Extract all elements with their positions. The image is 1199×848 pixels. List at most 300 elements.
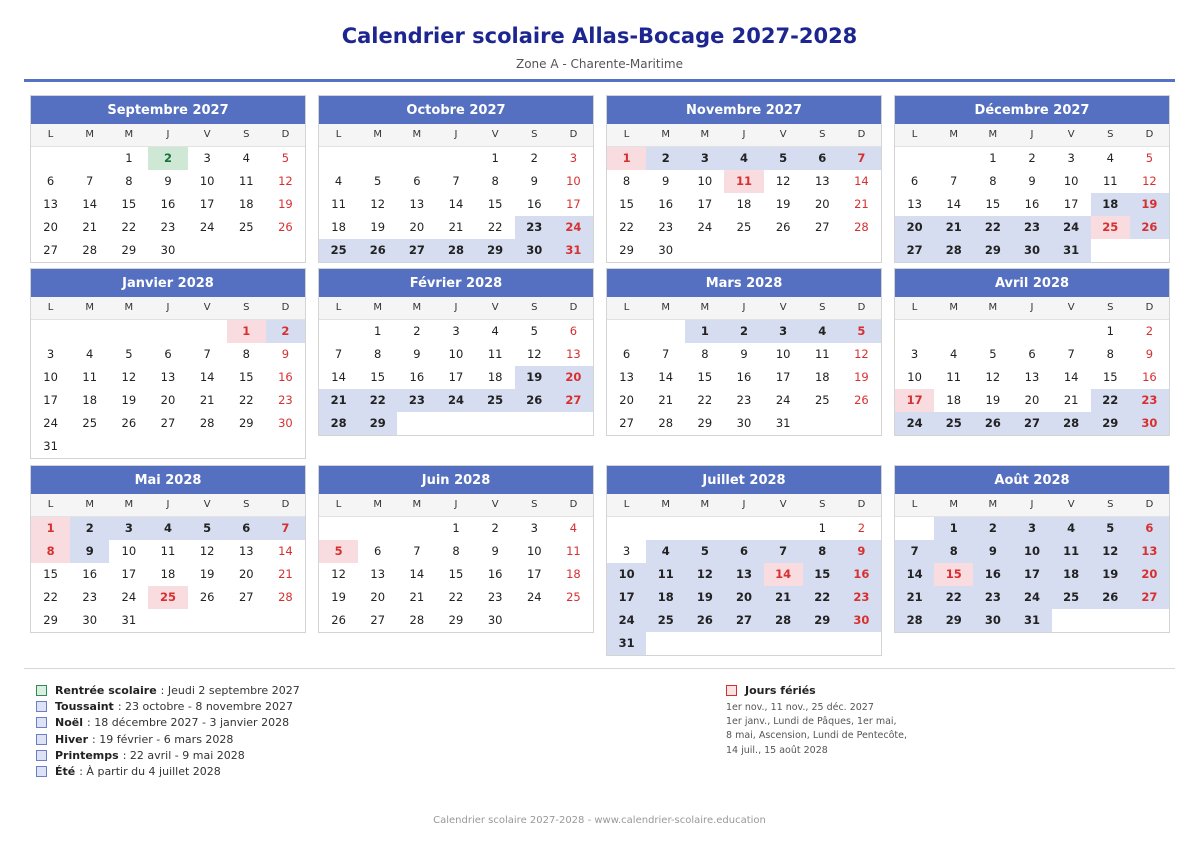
day-cell: 2 bbox=[646, 147, 685, 170]
weekday-label: J bbox=[166, 499, 170, 510]
day-cell: 20 bbox=[554, 366, 593, 389]
weekday-label: D bbox=[857, 302, 866, 313]
weekday-label: M bbox=[373, 499, 383, 510]
day-cell: 18 bbox=[646, 586, 685, 609]
days-grid bbox=[319, 320, 593, 435]
day-cell: 9 bbox=[164, 174, 172, 188]
days-grid bbox=[895, 320, 1169, 435]
day-cell: 9 bbox=[973, 540, 1012, 563]
day-cell: 22 bbox=[448, 590, 464, 604]
day-cell: 14 bbox=[764, 563, 803, 586]
day-cell: 16 bbox=[526, 197, 542, 211]
day-cell: 15 bbox=[238, 370, 254, 384]
day-cell: 24 bbox=[1052, 216, 1091, 239]
day-cell: 8 bbox=[242, 347, 250, 361]
days-grid bbox=[31, 320, 305, 458]
day-cell: 3 bbox=[910, 347, 919, 361]
month-calendar bbox=[318, 268, 594, 436]
day-cell: 13 bbox=[566, 347, 581, 361]
empty-day-cell bbox=[397, 147, 436, 170]
day-cell: 23 bbox=[973, 586, 1012, 609]
weekday-label: J bbox=[454, 499, 458, 510]
day-cell: 2 bbox=[413, 324, 421, 338]
day-cell: 12 bbox=[854, 347, 869, 361]
day-cell: 1 bbox=[125, 151, 133, 165]
month-calendar bbox=[894, 95, 1170, 263]
day-cell: 19 bbox=[121, 393, 137, 407]
month-title: Mai 2028 bbox=[31, 466, 305, 494]
weekday-label: L bbox=[335, 129, 342, 140]
day-cell: 15 bbox=[934, 563, 973, 586]
weekday-label: V bbox=[1067, 302, 1075, 313]
day-cell: 4 bbox=[803, 320, 842, 343]
day-cell: 29 bbox=[476, 239, 515, 262]
day-cell: 14 bbox=[199, 370, 215, 384]
day-cell: 19 bbox=[515, 366, 554, 389]
day-cell: 13 bbox=[409, 197, 425, 211]
day-cell: 11 bbox=[331, 197, 346, 211]
day-cell: 27 bbox=[160, 416, 176, 430]
day-cell: 26 bbox=[1091, 586, 1130, 609]
day-cell: 11 bbox=[1052, 540, 1091, 563]
weekday-label: S bbox=[1107, 129, 1114, 140]
day-cell: 8 bbox=[31, 540, 70, 563]
day-cell: 17 bbox=[566, 197, 581, 211]
day-cell: 4 bbox=[242, 151, 250, 165]
day-cell: 19 bbox=[331, 590, 346, 604]
day-cell: 10 bbox=[907, 370, 922, 384]
day-cell: 30 bbox=[842, 609, 881, 632]
day-cell: 28 bbox=[278, 590, 293, 604]
empty-day-cell bbox=[70, 320, 109, 343]
day-cell: 24 bbox=[554, 216, 593, 239]
day-cell: 12 bbox=[526, 347, 542, 361]
day-cell: 25 bbox=[736, 220, 752, 234]
day-cell: 11 bbox=[82, 370, 98, 384]
legend-item-rentree bbox=[36, 682, 300, 698]
weekday-label: M bbox=[124, 302, 134, 313]
day-cell: 12 bbox=[1091, 540, 1130, 563]
day-cell: 2 bbox=[266, 320, 305, 343]
day-cell: 26 bbox=[685, 609, 724, 632]
weekday-label: V bbox=[779, 302, 787, 313]
days-grid bbox=[895, 147, 1169, 262]
vacation-legend bbox=[36, 682, 300, 780]
day-cell: 14 bbox=[946, 197, 962, 211]
weekday-label: L bbox=[911, 129, 918, 140]
day-cell: 4 bbox=[569, 521, 578, 535]
day-cell: 8 bbox=[622, 174, 631, 188]
day-cell: 20 bbox=[1024, 393, 1040, 407]
day-cell: 6 bbox=[569, 324, 578, 338]
day-cell: 19 bbox=[199, 567, 215, 581]
day-cell: 15 bbox=[448, 567, 464, 581]
day-cell: 21 bbox=[1063, 393, 1079, 407]
day-cell: 5 bbox=[374, 174, 382, 188]
weekday-header-row bbox=[31, 124, 305, 147]
day-cell: 8 bbox=[989, 174, 997, 188]
day-cell: 21 bbox=[854, 197, 869, 211]
weekday-header-row bbox=[607, 297, 881, 320]
day-cell: 14 bbox=[448, 197, 464, 211]
day-cell: 3 bbox=[622, 544, 631, 558]
day-cell: 26 bbox=[1130, 216, 1169, 239]
day-cell: 4 bbox=[724, 147, 763, 170]
vacation-color-swatch bbox=[36, 766, 47, 777]
weekday-label: D bbox=[281, 129, 290, 140]
day-cell: 24 bbox=[1012, 586, 1051, 609]
day-cell: 31 bbox=[1052, 239, 1091, 262]
day-cell: 20 bbox=[238, 567, 254, 581]
day-cell: 18 bbox=[566, 567, 581, 581]
day-cell: 13 bbox=[724, 563, 763, 586]
day-cell: 16 bbox=[1024, 197, 1040, 211]
weekday-label: M bbox=[373, 302, 383, 313]
day-cell: 28 bbox=[436, 239, 475, 262]
day-cell: 22 bbox=[238, 393, 254, 407]
day-cell: 25 bbox=[934, 412, 973, 435]
footer-text: Calendrier scolaire 2027-2028 - www.calendrier-scolaire.education bbox=[433, 815, 766, 826]
day-cell: 3 bbox=[452, 324, 460, 338]
day-cell: 26 bbox=[199, 590, 215, 604]
day-cell: 30 bbox=[82, 613, 98, 627]
day-cell: 20 bbox=[1130, 563, 1169, 586]
empty-day-cell bbox=[319, 147, 358, 170]
weekday-header-row bbox=[895, 494, 1169, 517]
day-cell: 23 bbox=[160, 220, 176, 234]
day-cell: 3 bbox=[1067, 151, 1075, 165]
day-cell: 25 bbox=[238, 220, 254, 234]
day-cell: 25 bbox=[566, 590, 581, 604]
weekday-label: J bbox=[1030, 302, 1034, 313]
day-cell: 30 bbox=[973, 609, 1012, 632]
day-cell: 23 bbox=[658, 220, 674, 234]
day-cell: 11 bbox=[1102, 174, 1118, 188]
day-cell: 8 bbox=[374, 347, 382, 361]
day-cell: 9 bbox=[281, 347, 290, 361]
weekday-label: D bbox=[569, 302, 578, 313]
legend-label: Toussaint bbox=[55, 699, 114, 713]
weekday-label: D bbox=[281, 302, 290, 313]
day-cell: 14 bbox=[331, 370, 346, 384]
day-cell: 24 bbox=[775, 393, 791, 407]
weekday-label: J bbox=[166, 129, 170, 140]
legend-value: : À partir du 4 juillet 2028 bbox=[79, 765, 221, 779]
day-cell: 21 bbox=[448, 220, 464, 234]
day-cell: 26 bbox=[331, 613, 346, 627]
empty-day-cell bbox=[1012, 320, 1051, 343]
day-cell: 3 bbox=[764, 320, 803, 343]
day-cell: 28 bbox=[895, 609, 934, 632]
weekday-header-row bbox=[895, 297, 1169, 320]
weekday-label: M bbox=[661, 129, 671, 140]
weekday-label: M bbox=[124, 499, 134, 510]
day-cell: 22 bbox=[973, 216, 1012, 239]
weekday-label: L bbox=[47, 302, 54, 313]
day-cell: 4 bbox=[646, 540, 685, 563]
weekday-header-row bbox=[607, 124, 881, 147]
day-cell: 1 bbox=[374, 324, 382, 338]
weekday-label: D bbox=[569, 499, 578, 510]
day-cell: 1 bbox=[685, 320, 724, 343]
day-cell: 22 bbox=[487, 220, 503, 234]
day-cell: 5 bbox=[1091, 517, 1130, 540]
day-cell: 21 bbox=[409, 590, 425, 604]
legend-label: Printemps bbox=[55, 748, 119, 762]
day-cell: 12 bbox=[985, 370, 1001, 384]
weekday-label: L bbox=[623, 129, 630, 140]
day-cell: 22 bbox=[43, 590, 58, 604]
legend-label: Rentrée scolaire bbox=[55, 683, 157, 697]
day-cell: 9 bbox=[1028, 174, 1036, 188]
day-cell: 23 bbox=[487, 590, 503, 604]
day-cell: 7 bbox=[413, 544, 421, 558]
weekday-label: S bbox=[531, 129, 538, 140]
weekday-label: S bbox=[243, 499, 250, 510]
day-cell: 7 bbox=[842, 147, 881, 170]
day-cell: 27 bbox=[554, 389, 593, 412]
day-cell: 6 bbox=[1130, 517, 1169, 540]
day-cell: 5 bbox=[530, 324, 538, 338]
day-cell: 12 bbox=[121, 370, 137, 384]
day-cell: 9 bbox=[1145, 347, 1154, 361]
day-cell: 23 bbox=[1012, 216, 1051, 239]
day-cell: 24 bbox=[199, 220, 215, 234]
month-calendar bbox=[606, 268, 882, 436]
weekday-label: D bbox=[1145, 129, 1154, 140]
day-cell: 29 bbox=[43, 613, 58, 627]
day-cell: 17 bbox=[607, 586, 646, 609]
day-cell: 25 bbox=[476, 389, 515, 412]
day-cell: 1 bbox=[818, 521, 826, 535]
month-title: Octobre 2027 bbox=[319, 96, 593, 124]
day-cell: 9 bbox=[740, 347, 748, 361]
weekday-label: S bbox=[243, 129, 250, 140]
day-cell: 26 bbox=[854, 393, 869, 407]
legend-item-noel bbox=[36, 715, 300, 731]
empty-day-cell bbox=[607, 320, 646, 343]
day-cell: 17 bbox=[1012, 563, 1051, 586]
vacation-color-swatch bbox=[36, 750, 47, 761]
weekday-label: J bbox=[166, 302, 170, 313]
day-cell: 3 bbox=[46, 347, 55, 361]
vacation-color-swatch bbox=[36, 701, 47, 712]
day-cell: 18 bbox=[1052, 563, 1091, 586]
day-cell: 9 bbox=[662, 174, 670, 188]
day-cell: 16 bbox=[1142, 370, 1157, 384]
weekday-label: D bbox=[857, 499, 866, 510]
day-cell: 18 bbox=[946, 393, 962, 407]
day-cell: 11 bbox=[946, 370, 962, 384]
weekday-label: J bbox=[1030, 499, 1034, 510]
day-cell: 4 bbox=[334, 174, 343, 188]
day-cell: 26 bbox=[278, 220, 293, 234]
day-cell: 21 bbox=[895, 586, 934, 609]
day-cell: 7 bbox=[895, 540, 934, 563]
legend-divider bbox=[24, 668, 1175, 669]
day-cell: 25 bbox=[814, 393, 830, 407]
month-title: Avril 2028 bbox=[895, 269, 1169, 297]
day-cell: 20 bbox=[409, 220, 425, 234]
day-cell: 15 bbox=[697, 370, 713, 384]
empty-day-cell bbox=[607, 517, 646, 540]
day-cell: 9 bbox=[491, 544, 499, 558]
day-cell: 11 bbox=[566, 544, 581, 558]
day-cell: 19 bbox=[985, 393, 1001, 407]
day-cell: 29 bbox=[358, 412, 397, 435]
day-cell: 23 bbox=[82, 590, 98, 604]
day-cell: 10 bbox=[1012, 540, 1051, 563]
day-cell: 8 bbox=[803, 540, 842, 563]
legend-item-toussaint bbox=[36, 698, 300, 714]
day-cell: 4 bbox=[491, 324, 499, 338]
day-cell: 5 bbox=[842, 320, 881, 343]
day-cell: 30 bbox=[515, 239, 554, 262]
day-cell: 10 bbox=[697, 174, 713, 188]
day-cell: 23 bbox=[278, 393, 293, 407]
weekday-header-row bbox=[319, 124, 593, 147]
day-cell: 28 bbox=[854, 220, 869, 234]
weekday-label: S bbox=[243, 302, 250, 313]
weekday-label: V bbox=[1067, 499, 1075, 510]
day-cell: 12 bbox=[370, 197, 386, 211]
day-cell: 22 bbox=[697, 393, 713, 407]
day-cell: 21 bbox=[934, 216, 973, 239]
day-cell: 29 bbox=[803, 609, 842, 632]
day-cell: 24 bbox=[436, 389, 475, 412]
day-cell: 21 bbox=[319, 389, 358, 412]
day-cell: 27 bbox=[724, 609, 763, 632]
legend-label: Noël bbox=[55, 716, 83, 730]
day-cell: 5 bbox=[125, 347, 133, 361]
day-cell: 13 bbox=[370, 567, 386, 581]
page-subtitle: Zone A - Charente-Maritime bbox=[515, 57, 684, 71]
day-cell: 9 bbox=[842, 540, 881, 563]
vacation-color-swatch bbox=[36, 734, 47, 745]
day-cell: 13 bbox=[814, 174, 830, 188]
weekday-label: V bbox=[203, 302, 211, 313]
empty-day-cell bbox=[31, 320, 70, 343]
day-cell: 18 bbox=[82, 393, 98, 407]
day-cell: 10 bbox=[1063, 174, 1079, 188]
day-cell: 16 bbox=[658, 197, 674, 211]
day-cell: 6 bbox=[803, 147, 842, 170]
weekday-label: V bbox=[203, 129, 211, 140]
weekday-label: L bbox=[335, 499, 342, 510]
day-cell: 14 bbox=[409, 567, 425, 581]
day-cell: 5 bbox=[281, 151, 290, 165]
day-cell: 16 bbox=[973, 563, 1012, 586]
day-cell: 5 bbox=[1145, 151, 1154, 165]
day-cell: 29 bbox=[448, 613, 464, 627]
day-cell: 8 bbox=[491, 174, 499, 188]
day-cell: 31 bbox=[1012, 609, 1051, 632]
page-title: Calendrier scolaire Allas-Bocage 2027-2028 bbox=[341, 24, 858, 48]
day-cell: 7 bbox=[452, 174, 460, 188]
day-cell: 1 bbox=[607, 147, 646, 170]
day-cell: 20 bbox=[43, 220, 58, 234]
days-grid bbox=[607, 517, 881, 655]
day-cell: 29 bbox=[697, 416, 713, 430]
weekday-label: V bbox=[203, 499, 211, 510]
weekday-label: M bbox=[949, 129, 959, 140]
weekday-label: L bbox=[623, 499, 630, 510]
day-cell: 25 bbox=[82, 416, 98, 430]
day-cell: 28 bbox=[409, 613, 425, 627]
days-grid bbox=[31, 147, 305, 262]
month-calendar bbox=[30, 268, 306, 459]
day-cell: 2 bbox=[148, 147, 187, 170]
legend-label: Été bbox=[55, 765, 76, 779]
day-cell: 10 bbox=[607, 563, 646, 586]
rentree-color-swatch bbox=[36, 685, 47, 696]
day-cell: 11 bbox=[160, 544, 176, 558]
day-cell: 2 bbox=[1145, 324, 1154, 338]
day-cell: 16 bbox=[409, 370, 425, 384]
holidays-title: Jours fériés bbox=[745, 684, 816, 697]
day-cell: 22 bbox=[803, 586, 842, 609]
day-cell: 6 bbox=[1028, 347, 1036, 361]
day-cell: 30 bbox=[278, 416, 293, 430]
day-cell: 30 bbox=[736, 416, 752, 430]
day-cell: 28 bbox=[199, 416, 215, 430]
day-cell: 14 bbox=[278, 544, 293, 558]
day-cell: 9 bbox=[530, 174, 538, 188]
weekday-label: M bbox=[988, 499, 998, 510]
day-cell: 24 bbox=[697, 220, 713, 234]
weekday-label: J bbox=[742, 499, 746, 510]
day-cell: 10 bbox=[199, 174, 215, 188]
day-cell: 11 bbox=[646, 563, 685, 586]
day-cell: 17 bbox=[199, 197, 215, 211]
weekday-label: J bbox=[454, 302, 458, 313]
legend-value: : 19 février - 6 mars 2028 bbox=[92, 732, 234, 746]
day-cell: 27 bbox=[397, 239, 436, 262]
day-cell: 18 bbox=[238, 197, 254, 211]
weekday-label: M bbox=[85, 302, 95, 313]
day-cell: 15 bbox=[370, 370, 386, 384]
weekday-label: D bbox=[281, 499, 290, 510]
weekday-label: L bbox=[911, 302, 918, 313]
day-cell: 5 bbox=[685, 540, 724, 563]
month-calendar bbox=[30, 465, 306, 633]
day-cell: 11 bbox=[814, 347, 830, 361]
day-cell: 18 bbox=[331, 220, 346, 234]
day-cell: 12 bbox=[1142, 174, 1157, 188]
day-cell: 26 bbox=[515, 389, 554, 412]
weekday-label: V bbox=[491, 129, 499, 140]
day-cell: 4 bbox=[1052, 517, 1091, 540]
day-cell: 25 bbox=[1091, 216, 1130, 239]
month-calendar bbox=[606, 95, 882, 263]
weekday-header-row bbox=[607, 494, 881, 517]
month-calendar bbox=[318, 465, 594, 633]
month-title: Décembre 2027 bbox=[895, 96, 1169, 124]
legend-value: : 18 décembre 2027 - 3 janvier 2028 bbox=[87, 716, 290, 730]
vacation-color-swatch bbox=[36, 717, 47, 728]
day-cell: 7 bbox=[662, 347, 670, 361]
day-cell: 29 bbox=[934, 609, 973, 632]
day-cell: 22 bbox=[619, 220, 634, 234]
day-cell: 16 bbox=[736, 370, 752, 384]
day-cell: 31 bbox=[121, 613, 137, 627]
day-cell: 17 bbox=[121, 567, 137, 581]
empty-day-cell bbox=[436, 147, 475, 170]
day-cell: 6 bbox=[374, 544, 382, 558]
weekday-label: M bbox=[988, 302, 998, 313]
day-cell: 15 bbox=[121, 197, 137, 211]
weekday-label: M bbox=[700, 129, 710, 140]
